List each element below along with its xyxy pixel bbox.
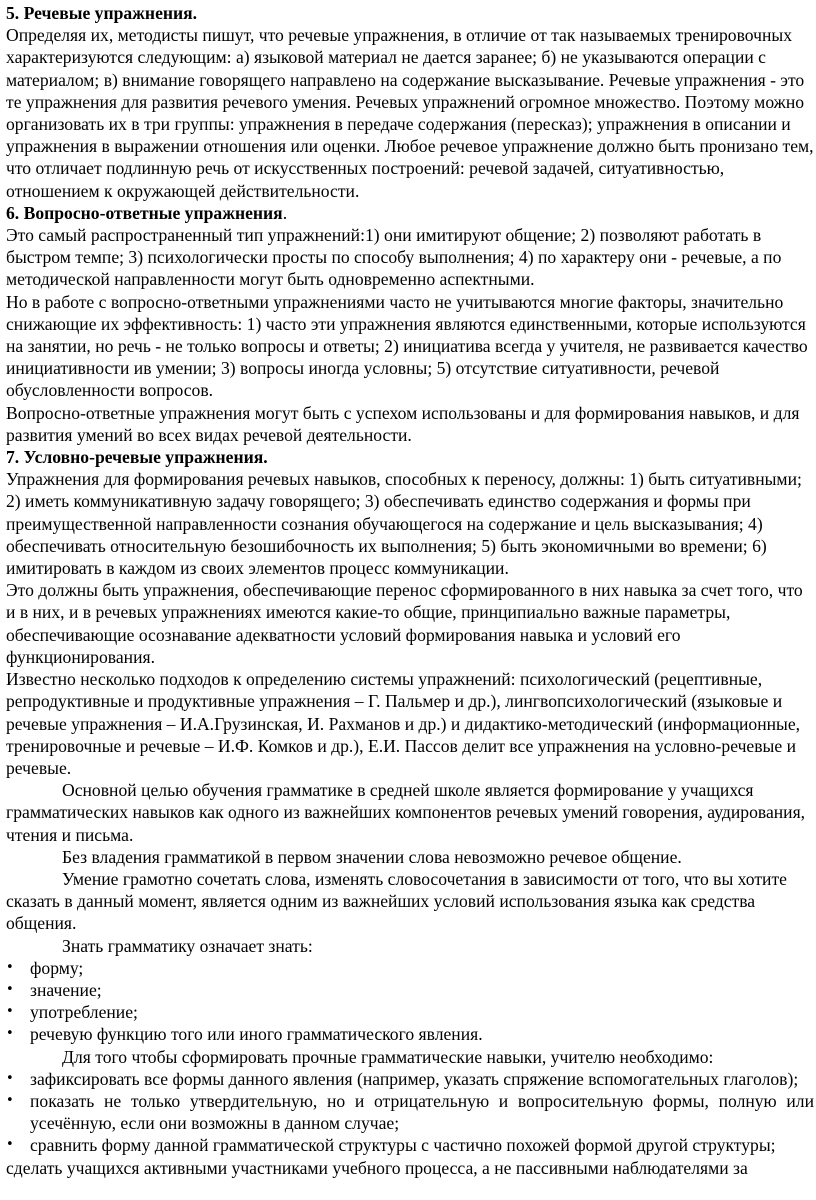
section-6-paragraph-3: Вопросно-ответные упражнения могут быть с успехом использованы и для формирования навыков, и для развития умений во всех видах речевой деятельности. [6, 402, 800, 445]
bullet-icon: • [6, 1137, 14, 1153]
section-7-paragraph-1: Упражнения для формирования речевых навыков, способных к переносу, должны: 1) быть ситуативными; 2) иметь коммуникативную задачу говорящего; 3) обеспечивать единство содержания и формы при преимущественной направленности сознания обучающегося на содержание и цель высказывания; 4) обеспечивать относительную безошибочность их выполнения; 5) быть экономичными во времени; 6) имитировать в каждом из своих элементов процесс коммуникации. [6, 469, 802, 579]
teacher-steps-list [6, 1068, 814, 1157]
list-item-text: употребление; [30, 1002, 138, 1023]
grammar-paragraph-6: сделать учащихся активными участниками учебного процесса, а не пассивными наблюдателями за [6, 1157, 748, 1178]
list-item-text: показать не только утвердительную, но и отрицательную и вопросительную формы, полную или усечённую, если они возможны в данном случае; [30, 1090, 814, 1134]
bullet-icon: • [6, 981, 14, 997]
list-item [6, 1001, 814, 1023]
list-item [6, 957, 814, 979]
list-item-text: форму; [30, 957, 84, 978]
section-7-heading: 7. Условно-речевые упражнения. [6, 447, 268, 468]
bullet-icon: • [6, 1026, 14, 1042]
section-5-text: Определяя их, методисты пишут, что речевые упражнения, в отличие от так называемых тренировочных характеризуются следующим: а) языковой материал не дается заранее; б) не указываются операции с материалом; в) внимание говорящего направлено на содержание высказывание. Речевые упражнения - это те упражнения для развития речевого умения. Речевых упражнений огромное множество. Поэтому можно организовать их в три группы: упражнения в передаче содержания (пересказ); упражнения в описании и упражнения в выражении отношения или оценки. Любое речевое упражнение должно быть пронизано тем, что отличает подлинную речь от искусственных построений: речевой задачей, ситуативностью, отношением к окружающей действительности. [6, 25, 814, 201]
grammar-knowledge-list [6, 957, 814, 1046]
bullet-icon: • [6, 1092, 14, 1108]
grammar-paragraph-1: Основной целью обучения грамматике в средней школе является формирование у учащихся грамматических навыков как одного из важнейших компонентов речевых умений говорения, аудирования, чтения и письма. [6, 780, 806, 845]
list-item [6, 1023, 814, 1045]
list-item [6, 1134, 814, 1156]
list-item-text: зафиксировать все формы данного явления (например, указать спряжение вспомогательных глаголов); [30, 1068, 799, 1089]
list-item [6, 1068, 814, 1090]
bullet-icon: • [6, 1070, 14, 1086]
bullet-icon: • [6, 959, 14, 975]
section-7-paragraph-2: Это должны быть упражнения, обеспечивающие перенос сформированного в них навыка за счет того, что и в них, и в речевых упражнениях имеются какие-то общие, принципиально важные параметры, обеспечивающие осознавание адекватности условий формирования навыка и условий его функционирования. [6, 580, 803, 667]
section-6-heading-text: 6. Вопросно-ответные упражнения [6, 202, 283, 223]
section-5-heading: 5. Речевые упражнения. [6, 3, 198, 23]
bullet-icon: • [6, 1004, 14, 1020]
section-6-paragraph-1: Это самый распространенный тип упражнений:1) они имитируют общение; 2) позволяют работать в быстром темпе; 3) психологически просты по способу выполнения; 4) по характеру они - речевые, а по методической направленности могут быть одновременно аспектными. [6, 225, 782, 290]
list-item-text: значение; [30, 979, 102, 1000]
section-6-heading [6, 202, 814, 224]
section-7-paragraph-3: Известно несколько подходов к определению системы упражнений: психологический (рецептивные, репродуктивные и продуктивные упражнения – Г. Пальмер и др.), лингвопсихологический (языковые и речевые упражнения – И.А.Грузинская, И. Рахманов и др.) и дидактико-методический (информационные, тренировочные и речевые – И.Ф. Комков и др.), Е.И. Пассов делит все упражнения на условно-речевые и речевые. [6, 669, 801, 778]
list-item [6, 1090, 814, 1134]
list-item [6, 979, 814, 1001]
section-6-paragraph-2: Но в работе с вопросно-ответными упражнениями часто не учитываются многие факторы, значительно снижающие их эффективность: 1) часто эти упражнения являются единственными, которые используются на занятии, но речь - не только вопросы и ответы; 2) инициатива всегда у учителя, не развивается качество инициативности ив умении; 3) вопросы иногда условны; 5) отсутствие ситуативности, речевой обусловленности вопросов. [6, 291, 808, 401]
grammar-paragraph-2: Без владения грамматикой в первом значении слова невозможно речевое общение. [62, 846, 682, 867]
list-item-text: речевую функцию того или иного грамматического явления. [30, 1024, 483, 1045]
grammar-paragraph-3: Умение грамотно сочетать слова, изменять словосочетания в зависимости от того, что вы хотите сказать в данный момент, является одним из важнейших условий использования языка как средства общения. [6, 868, 787, 934]
grammar-paragraph-4: Знать грамматику означает знать: [62, 935, 313, 956]
section-6-heading-tail: . [282, 202, 288, 223]
list-item-text: сравнить форму данной грамматической структуры с частично похожей формой другой структуры; [30, 1135, 776, 1156]
grammar-paragraph-5: Для того чтобы сформировать прочные грамматические навыки, учителю необходимо: [62, 1046, 714, 1067]
